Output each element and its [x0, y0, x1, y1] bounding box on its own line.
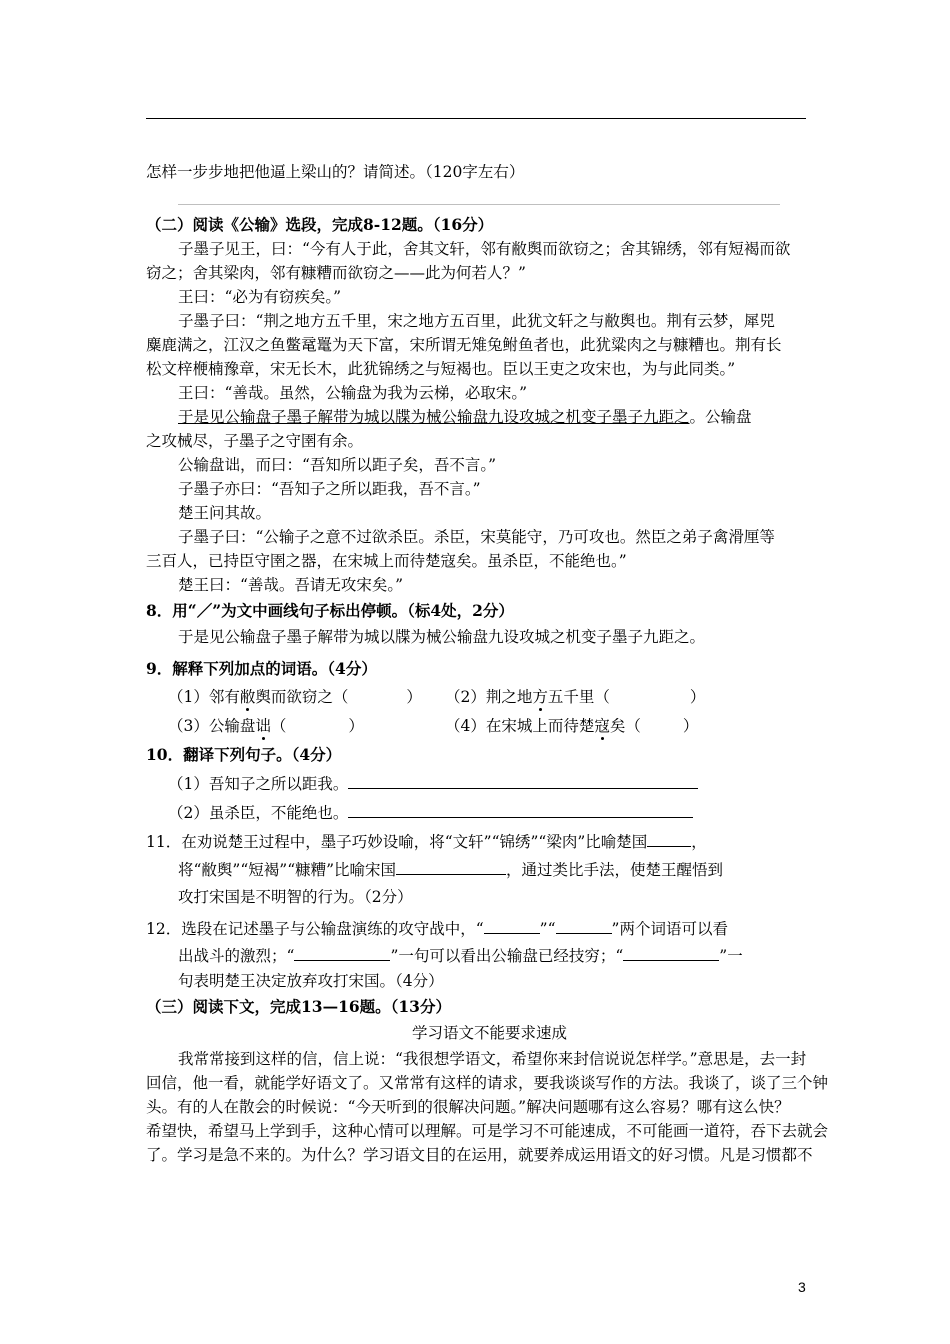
question-12-line-1: [146, 918, 728, 939]
item-text: 舆而欲窃之（: [255, 688, 349, 706]
answer-blank[interactable]: [396, 859, 506, 875]
item-text: 11．在劝说楚王过程中，墨子巧妙设喻，将“文轩”“锦绣”“梁肉”比喻楚国: [146, 833, 648, 851]
question-10-item-1: [168, 773, 698, 794]
passage-line: 麋鹿满之，江汉之鱼鳖鼋鼍为天下富，宋所谓无雉兔鲋鱼者也，此犹粱肉之与糠糟也。荆有长: [146, 336, 782, 354]
item-text: 矣（: [609, 717, 641, 735]
article-line: 头。有的人在散会的时候说：“今天听到的很解决问题。”解决问题哪有这么容易？哪有这么快？: [146, 1098, 790, 1116]
item-text: （1）吾知子之所以距我。: [168, 775, 349, 793]
item-text: ”一句可以看出公输盘已经技穷；“: [390, 947, 624, 965]
item-text: ，通过类比手法，使楚王醒悟到: [506, 861, 724, 879]
item-text: （4）在宋城上而待楚: [445, 717, 595, 735]
answer-blank[interactable]: [294, 945, 390, 961]
item-text: ）: [689, 688, 706, 706]
item-text: ”“: [539, 920, 556, 938]
section3-heading: （三）阅读下文，完成13—16题。（13分）: [146, 997, 451, 1016]
dotted-word: 寇: [594, 717, 610, 735]
underlined-sentence: 于是见公输盘子墨子解带为城以牒为械公输盘九设攻城之机变子墨子九距之: [178, 408, 690, 426]
passage-line: 窃之；舍其梁肉，邻有糠糟而欲窃之——此为何若人？”: [146, 264, 526, 282]
article-line: 我常常接到这样的信，信上说：“我很想学语文，希望你来封信说说怎样学。”意思是，去一封: [178, 1050, 807, 1068]
question-9-item-3: [168, 716, 364, 736]
question-11-line-2: [178, 859, 723, 880]
item-text: 12．选段在记述墨子与公输盘演练的攻守战中，“: [146, 920, 484, 938]
question-12-line-2: [178, 945, 743, 966]
passage-line: 公输盘诎，而曰：“吾知所以距子矣，吾不言。”: [178, 456, 497, 474]
item-text: ”两个词语可以看: [611, 920, 728, 938]
passage-line: [178, 407, 752, 427]
passage-line: 子墨子亦曰：“吾知子之所以距我，吾不言。”: [178, 480, 481, 498]
answer-line: [178, 204, 780, 205]
prev-question-tail: 怎样一步步地把他逼上梁山的？请简述。（120字左右）: [146, 163, 525, 181]
item-text: （2）虽杀臣，不能绝也。: [168, 804, 349, 822]
passage-line: 楚王曰：“善哉。吾请无攻宋矣。”: [178, 576, 404, 594]
passage-line: 子墨子曰：“荆之地方五千里，宋之地方五百里，此犹文轩之与敝舆也。荆有云梦，犀兕: [178, 312, 775, 330]
dotted-word: 方: [532, 688, 548, 706]
passage-line: 王曰：“善哉。虽然，公输盘为我为云梯，必取宋。”: [178, 384, 528, 402]
item-text: （: [270, 717, 287, 735]
question-11-line-3: 攻打宋国是不明智的行为。（2分）: [178, 888, 413, 906]
article-line: 了。学习是急不来的。为什么？学习语文目的在运用，就要养成运用语文的好习惯。凡是习惯都不: [146, 1146, 813, 1164]
passage-line: 王曰：“必为有窃疾矣。”: [178, 288, 342, 306]
top-rule: [146, 118, 806, 119]
passage-line: 之攻械尽，子墨子之守圉有余。: [146, 432, 364, 450]
passage-line: 子墨子曰：“公输子之意不过欲杀臣。杀臣，宋莫能守，乃可攻也。然臣之弟子禽滑厘等: [178, 528, 775, 546]
item-text: （2）荆之地: [445, 688, 533, 706]
answer-blank[interactable]: [348, 802, 693, 818]
item-text: ）: [682, 717, 699, 735]
dotted-word: 敝: [239, 688, 256, 706]
item-text: ，: [691, 833, 707, 851]
question-9-stem: 9．解释下列加点的词语。（4分）: [146, 659, 377, 678]
article-line: 回信，他一看，就能学好语文了。又常常有这样的请求，要我谈谈写作的方法。我谈了，谈了三个钟: [146, 1074, 829, 1092]
question-8-text: 于是见公输盘子墨子解带为城以牒为械公输盘九设攻城之机变子墨子九距之。: [178, 628, 706, 646]
answer-blank[interactable]: [556, 918, 612, 934]
passage-line: 子墨子见王，曰：“今有人于此，舍其文轩，邻有敝舆而欲窃之；舍其锦绣，邻有短褐而欲: [178, 240, 791, 258]
section2-heading: （二）阅读《公输》选段，完成8-12题。（16分）: [146, 215, 494, 234]
item-text: 出战斗的激烈；“: [178, 947, 295, 965]
item-text: （3）公输盘: [168, 717, 256, 735]
question-10-item-2: [168, 802, 693, 823]
answer-blank[interactable]: [647, 831, 691, 847]
passage-line: 三百人，已持臣守圉之器，在宋城上而待楚寇矣。虽杀臣，不能绝也。”: [146, 552, 627, 570]
item-text: （1）邻有: [168, 688, 240, 706]
item-text: ”一: [719, 947, 743, 965]
dotted-word: 诎: [255, 717, 271, 735]
item-text: 五千里（: [547, 688, 610, 706]
question-8-stem: 8．用“／”为文中画线句子标出停顿。（标4处，2分）: [146, 601, 514, 620]
answer-blank[interactable]: [623, 945, 719, 961]
passage-line: 楚王问其故。: [178, 504, 272, 522]
article-title: 学习语文不能要求速成: [412, 1024, 568, 1042]
item-text: ）: [348, 717, 364, 735]
passage-line: 松文梓楩楠豫章，宋无长木，此犹锦绣之与短褐也。臣以王吏之攻宋也，为与此同类。”: [146, 360, 736, 378]
article-line: 希望快，希望马上学到手，这种心情可以理解。可是学习不可能速成，不可能画一道符，吞下去就会: [146, 1122, 829, 1140]
answer-blank[interactable]: [484, 918, 540, 934]
question-11-line-1: [146, 831, 707, 852]
question-9-item-2: [445, 687, 705, 707]
item-text: ）: [406, 688, 422, 706]
answer-blank[interactable]: [348, 773, 698, 789]
question-9-item-4: [445, 716, 698, 736]
item-text: 将“敝舆”“短褐”“糠糟”比喻宋国: [178, 861, 397, 879]
question-12-line-3: 句表明楚王决定放弃攻打宋国。（4分）: [178, 972, 444, 990]
question-10-stem: 10．翻译下列句子。（4分）: [146, 745, 342, 764]
page-number: 3: [798, 1279, 806, 1295]
passage-text: 。公输盘: [689, 408, 752, 426]
question-9-item-1: [168, 687, 422, 707]
